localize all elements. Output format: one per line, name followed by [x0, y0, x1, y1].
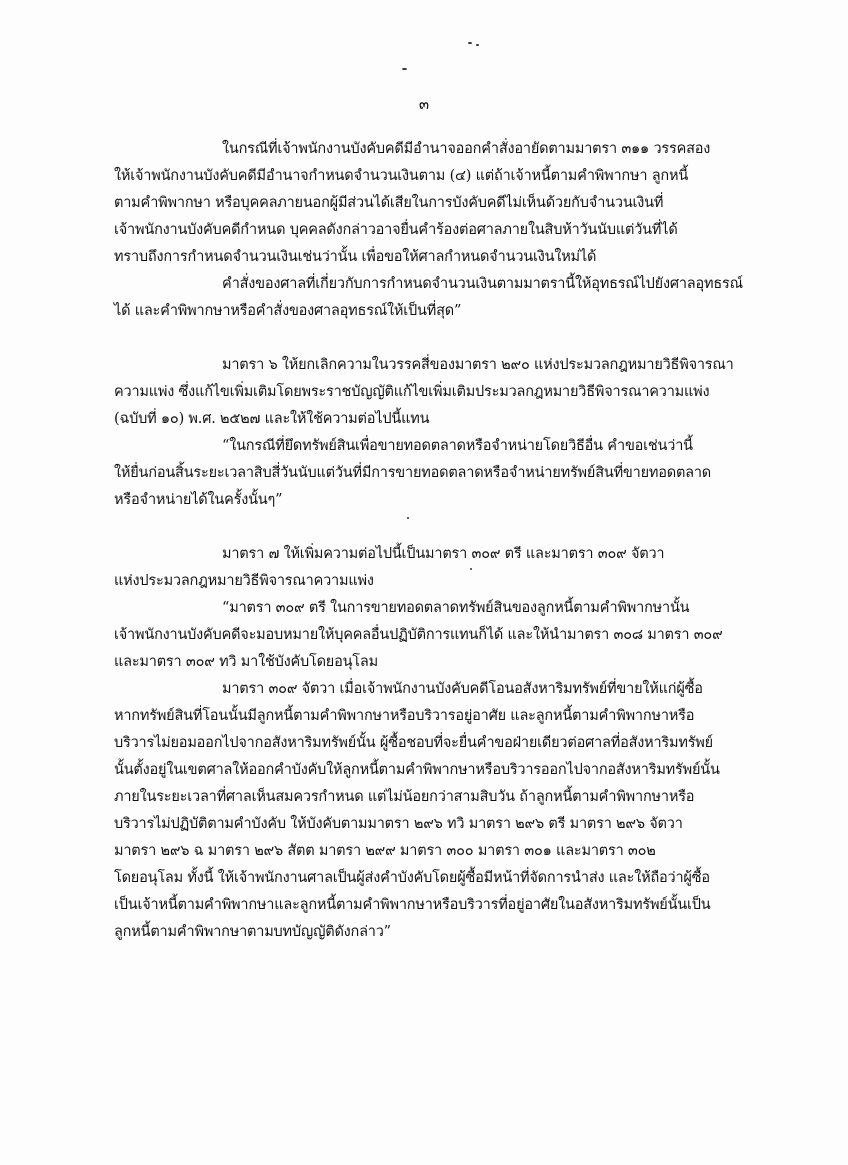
paragraph-section-309-tri	[114, 595, 750, 676]
text-line: มาตรา ๒๙๖ ฉ มาตรา ๒๙๖ สัตต มาตรา ๒๙๙ มาตรา ๓๐๐ มาตรา ๓๐๑ และมาตรา ๓๐๒	[114, 843, 656, 859]
text-line: เป็นเจ้าหนี้ตามคำพิพากษาและลูกหนี้ตามคำพิพากษาหรือบริวารที่อยู่อาศัยในอสังหาริมทรัพย์นั้นเป็น	[114, 897, 711, 913]
paragraph-court-order-appeal	[114, 271, 750, 325]
document-body	[114, 136, 750, 946]
text-line: มาตรา ๗ ให้เพิ่มความต่อไปนี้เป็นมาตรา ๓๐๙ ตรี และมาตรา ๓๐๙ จัตวา	[222, 546, 665, 562]
paragraph-section-6	[114, 352, 750, 433]
text-line: ความแพ่ง ซึ่งแก้ไขเพิ่มเติมโดยพระราชบัญญัติแก้ไขเพิ่มเติมประมวลกฎหมายวิธีพิจารณาความแพ่ง	[114, 384, 710, 400]
text-line: ทราบถึงการกำหนดจำนวนเงินเช่นว่านั้น เพื่อขอให้ศาลกำหนดจำนวนเงินใหม่ได้	[114, 249, 597, 265]
text-line: ให้ยื่นก่อนสิ้นระยะเวลาสิบสี่วันนับแต่วันที่มีการขายทอดตลาดหรือจำหน่ายทรัพย์สินที่ขายทอดตลาด	[114, 465, 712, 481]
text-line: หากทรัพย์สินที่โอนนั้นมีลูกหนี้ตามคำพิพากษาหรือบริวารอยู่อาศัย และลูกหนี้ตามคำพิพากษาหรือ	[114, 708, 695, 724]
text-line: บริวารไม่ยอมออกไปจากอสังหาริมทรัพย์นั้น ผู้ซื้อชอบที่จะยื่นคำขอฝ่ายเดียวต่อศาลที่อสังหาริมทรัพย์	[114, 735, 713, 751]
text-line: ภายในระยะเวลาที่ศาลเห็นสมควรกำหนด แต่ไม่น้อยกว่าสามสิบวัน ถ้าลูกหนี้ตามคำพิพากษาหรือ	[114, 789, 695, 805]
scan-speck	[402, 68, 407, 70]
paragraph-section-6-quote	[114, 433, 750, 514]
paragraph-gap	[114, 514, 750, 541]
paragraph-section-309-chattawa	[114, 676, 750, 946]
text-line: แห่งประมวลกฎหมายวิธีพิจารณาความแพ่ง	[114, 573, 374, 589]
text-line: โดยอนุโลม ทั้งนี้ ให้เจ้าพนักงานศาลเป็นผู้ส่งคำบังคับโดยผู้ซื้อมีหน้าที่จัดการนำส่ง และให้ถือว่าผู้ซื้อ	[114, 870, 710, 886]
page-number: ๓	[418, 95, 430, 113]
text-line: ในกรณีที่เจ้าพนักงานบังคับคดีมีอำนาจออกคำสั่งอายัดตามมาตรา ๓๑๑ วรรคสอง	[222, 141, 711, 157]
text-line: เจ้าพนักงานบังคับคดีกำหนด บุคคลดังกล่าวอาจยื่นคำร้องต่อศาลภายในสิบห้าวันนับแต่วันที่ได้	[114, 222, 678, 238]
text-line: มาตรา ๓๐๙ จัตวา เมื่อเจ้าพนักงานบังคับคดีโอนอสังหาริมทรัพย์ที่ขายให้แก่ผู้ซื้อ	[222, 681, 703, 697]
text-line: คำสั่งของศาลที่เกี่ยวกับการกำหนดจำนวนเงินตามมาตรานี้ให้อุทธรณ์ไปยังศาลอุทธรณ์	[222, 276, 743, 292]
text-line: เจ้าพนักงานบังคับคดีจะมอบหมายให้บุคคลอื่นปฏิบัติการแทนก็ได้ และให้นำมาตรา ๓๐๘ มาตรา ๓๐๙	[114, 627, 723, 643]
text-line: มาตรา ๖ ให้ยกเลิกความในวรรคสี่ของมาตรา ๒๙๐ แห่งประมวลกฎหมายวิธีพิจารณา	[222, 357, 734, 373]
text-line: (ฉบับที่ ๑๐) พ.ศ. ๒๕๒๗ และให้ใช้ความต่อไปนี้แทน	[114, 411, 430, 427]
paragraph-section-7	[114, 541, 750, 595]
text-line: “ในกรณีที่ยึดทรัพย์สินเพื่อขายทอดตลาดหรือจำหน่ายโดยวิธีอื่น คำขอเช่นว่านี้	[222, 438, 693, 454]
scan-speck	[468, 42, 472, 44]
scan-speck	[476, 44, 479, 46]
text-line: และมาตรา ๓๐๙ ทวิ มาใช้บังคับโดยอนุโลม	[114, 654, 378, 670]
text-line: นั้นตั้งอยู่ในเขตศาลให้ออกคำบังคับให้ลูกหนี้ตามคำพิพากษาหรือบริวารออกไปจากอสังหาริมทรัพย์นั้น	[114, 762, 720, 778]
text-line: “มาตรา ๓๐๙ ตรี ในการขายทอดตลาดทรัพย์สินของลูกหนี้ตามคำพิพากษานั้น	[222, 600, 690, 616]
paragraph-alternate-amount	[114, 136, 750, 271]
text-line: หรือจำหน่ายได้ในครั้งนั้นๆ”	[114, 492, 283, 508]
text-line: ได้ และคำพิพากษาหรือคำสั่งของศาลอุทธรณ์ให้เป็นที่สุด”	[114, 303, 462, 319]
text-line: ลูกหนี้ตามคำพิพากษาตามบทบัญญัติดังกล่าว”	[114, 924, 391, 940]
text-line: บริวารไม่ปฏิบัติตามคำบังคับ ให้บังคับตามมาตรา ๒๙๖ ทวิ มาตรา ๒๙๖ ตรี มาตรา ๒๙๖ จัตวา	[114, 816, 683, 832]
text-line: ให้เจ้าพนักงานบังคับคดีมีอำนาจกำหนดจำนวนเงินตาม (๔) แต่ถ้าเจ้าหนี้ตามคำพิพากษา ลูกหนี้	[114, 168, 689, 184]
text-line: ตามคำพิพากษา หรือบุคคลภายนอกผู้มีส่วนได้เสียในการบังคับคดีไม่เห็นด้วยกับจำนวนเงินที่	[114, 195, 664, 211]
paragraph-gap	[114, 325, 750, 352]
